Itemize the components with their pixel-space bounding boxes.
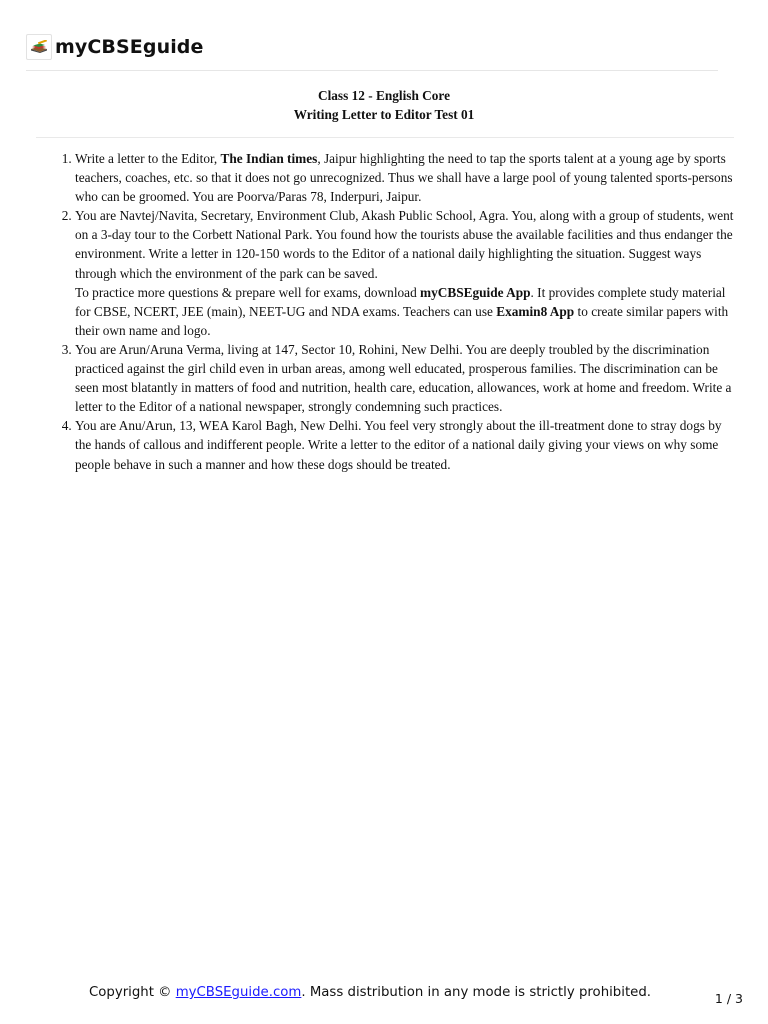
promo-post: to create similar papers with their own name and logo. (75, 303, 729, 338)
question-item-1 (75, 149, 735, 206)
footer-copyright (0, 985, 740, 1000)
header-divider (26, 70, 718, 71)
question-text: You are Navtej/Navita, Secretary, Environment Club, Akash Public School, Agra. You, along with a group of students, went on a 3-day tour to the Corbett National Park. You found how the tourists abuse the available facilities and thus endanger the environment. Write a letter in 120-150 words to the Editor of a national daily highlighting the situation. Suggest ways through which the environment of the park can be saved. (75, 208, 734, 281)
footer-link[interactable]: myCBSEguide.com (175, 985, 302, 1000)
test-title (0, 86, 768, 124)
brand-name: myCBSEguide (55, 36, 204, 58)
question-text: , Jaipur highlighting the need to tap the sports talent at a young age by sports teachers, coaches, etc. so that it does not go unrecognized. Thus we shall have a large pool of young talented sports-persons who can be groomed. You are Poorva/Paras 78, Inderpuri, Jaipur. (75, 151, 733, 205)
promo-mid: . It provides complete study material for CBSE, NCERT, JEE (main), NEET-UG and NDA exams. Teachers can use (75, 284, 726, 319)
question-text: You are Arun/Aruna Verma, living at 147, Sector 10, Rohini, New Delhi. You are deeply troubled by the discrimination practiced against the girl child even in urban areas, among well educated, prosperous families. The discrimination can be seen most blatantly in matters of food and nutrition, health care, education, allowances, work at home and freedom. Write a letter to the Editor of a national newspaper, strongly condemning such practices. (75, 341, 732, 415)
question-text: Write a letter to the Editor, (75, 151, 221, 166)
promo-app-name: myCBSEguide App (420, 284, 531, 300)
footer-pre: Copyright © (88, 985, 176, 1000)
newspaper-name: The Indian times (220, 151, 318, 166)
promo-text (75, 283, 735, 340)
question-list (35, 149, 735, 474)
title-test-name: Writing Letter to Editor Test 01 (293, 107, 475, 122)
question-text: You are Anu/Arun, 13, WEA Karol Bagh, New Delhi. You feel very strongly about the ill-treatment done to stray dogs by the hands of callous and indifferent people. Write a letter to the editor of a national daily giving your views on why some people behave in such a manner and how these dogs should be treated. (75, 418, 722, 472)
promo-pre: To practice more questions & prepare well for exams, download (75, 284, 421, 300)
title-divider (36, 137, 734, 138)
footer-post: . Mass distribution in any mode is strictly prohibited. (301, 985, 652, 1000)
header (26, 32, 204, 62)
page-number: 1 / 3 (714, 991, 743, 1006)
question-item-3 (75, 340, 735, 416)
title-class-subject: Class 12 - English Core (317, 88, 450, 103)
book-with-pencil-icon (26, 34, 52, 60)
promo-examin8-app: Examin8 App (496, 303, 575, 319)
question-item-2 (75, 206, 735, 340)
question-item-4 (75, 416, 735, 473)
